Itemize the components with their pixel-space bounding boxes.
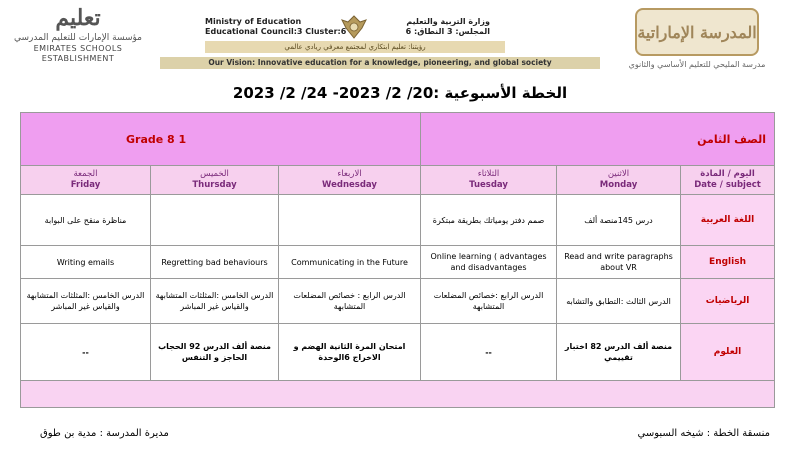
ministry-name-ar: وزارة التربية والتعليم <box>406 17 490 26</box>
empty-footer-row <box>21 381 775 408</box>
subject-arabic: اللغة العربية <box>681 195 775 246</box>
english-monday-cell: Read and write paragraphs about VR <box>557 246 681 279</box>
days-header-row <box>21 166 775 195</box>
day-header-tuesday: الثلاثاء Tuesday <box>421 166 557 195</box>
table-row-science <box>21 324 775 381</box>
council-cluster-ar: المجلس: 3 النطاق: 6 <box>405 27 490 36</box>
day-header-wednesday: الاربعاء Wednesday <box>279 166 421 195</box>
school-name-subtitle: مدرسة المليحي للتعليم الأساسي والثانوي <box>628 60 766 69</box>
math-thursday-cell: الدرس الخامس :المثلثات المتشابهة والقياس غير المباشر <box>151 279 279 324</box>
ministry-name-en: Ministry of Education <box>205 17 302 26</box>
english-wednesday-cell: Communicating in the Future <box>279 246 421 279</box>
subject-science: العلوم <box>681 324 775 381</box>
science-friday-cell: -- <box>21 324 151 381</box>
principal-signature: مديرة المدرسة : مدية بن طوق <box>40 428 169 439</box>
science-monday-cell: منصة ألف الدرس 82 اختبار تقييمي <box>557 324 681 381</box>
subject-math: الرياضيات <box>681 279 775 324</box>
plan-title: الخطة الأسبوعية :20/ 2/ 2023- 24/ 2/ 2023 <box>232 84 568 102</box>
table-row-empty <box>21 381 775 408</box>
logo-subtitle-en-1: EMIRATES SCHOOLS <box>33 44 123 53</box>
vision-banner-en: Our Vision: Innovative education for a knowledge, pioneering, and global society <box>160 57 600 69</box>
vision-banner-ar: رؤيتنا: تعليم ابتكاري لمجتمع معرفي ريادي عالمي <box>205 41 505 53</box>
science-tuesday-cell: -- <box>421 324 557 381</box>
english-friday-cell: Writing emails <box>21 246 151 279</box>
day-header-thursday: الخميس Thursday <box>151 166 279 195</box>
arabic-tuesday-cell: صمم دفتر يومياتك بطريقة مبتكرة <box>421 195 557 246</box>
english-tuesday-cell: Online learning ( advantages and disadvantages <box>421 246 557 279</box>
coordinator-signature: منسقة الخطة : شيخه السبوسي <box>637 428 770 439</box>
school-badge: المدرسة الإماراتية <box>635 8 759 56</box>
table-row-math <box>21 279 775 324</box>
emirates-schools-logo <box>8 6 148 76</box>
subject-header: اليوم / المادة Date / subject <box>681 166 775 195</box>
day-header-monday: الاثنين Monday <box>557 166 681 195</box>
math-monday-cell: الدرس الثالث :التطابق والتشابه <box>557 279 681 324</box>
subject-english: English <box>681 246 775 279</box>
table-row-english <box>21 246 775 279</box>
arabic-thursday-cell <box>151 195 279 246</box>
grade-label-en: Grade 8 1 <box>21 113 421 166</box>
arabic-wednesday-cell <box>279 195 421 246</box>
emirati-school-logo <box>602 8 792 78</box>
ministry-info-ar <box>380 17 490 37</box>
science-wednesday-cell: امتحان المرة الثانية الهضم و الاخراج 6الوحدة <box>279 324 421 381</box>
arabic-monday-cell: درس 145منصة ألف <box>557 195 681 246</box>
arabic-friday-cell: مناظرة منقح على البوابة <box>21 195 151 246</box>
logo-brand-text: تعليم <box>55 5 101 31</box>
council-cluster-en: Educational Council:3 Cluster:6 <box>205 27 347 36</box>
page-header <box>0 0 800 80</box>
math-tuesday-cell: الدرس الرابع :خصائص المضلعات المتشابهة <box>421 279 557 324</box>
logo-subtitle-en-2: ESTABLISHMENT <box>41 54 115 63</box>
table-row-arabic <box>21 195 775 246</box>
weekly-plan-table <box>20 112 775 408</box>
uae-emblem-icon <box>340 14 368 40</box>
grade-label-ar: الصف الثامن <box>421 113 775 166</box>
logo-subtitle-ar: مؤسسة الإمارات للتعليم المدرسي <box>14 33 142 43</box>
day-header-friday: الجمعة Friday <box>21 166 151 195</box>
english-thursday-cell: Regretting bad behaviours <box>151 246 279 279</box>
math-friday-cell: الدرس الخامس :المثلثات المتشابهة والقياس غير المباشر <box>21 279 151 324</box>
math-wednesday-cell: الدرس الرابع : خصائص المضلعات المتشابهة <box>279 279 421 324</box>
grade-row <box>21 113 775 166</box>
science-thursday-cell: منصة ألف الدرس 92 الحجاب الحاجز و التنفس <box>151 324 279 381</box>
